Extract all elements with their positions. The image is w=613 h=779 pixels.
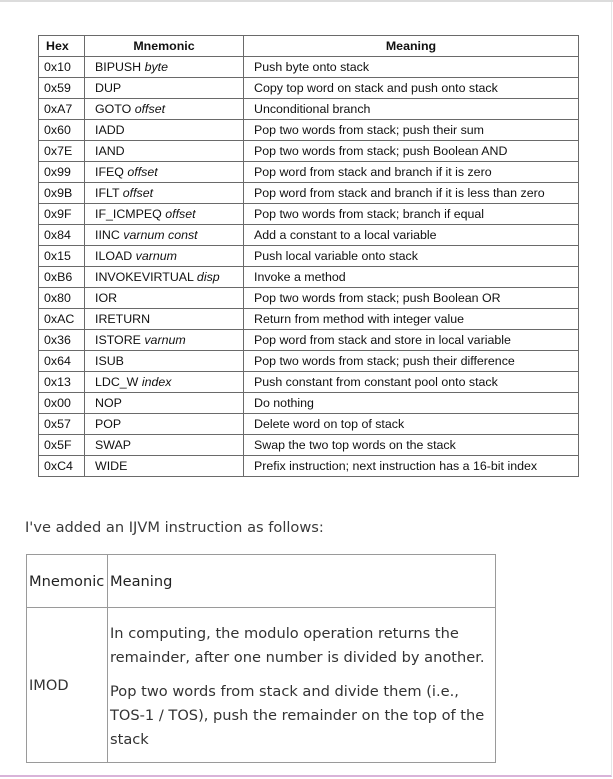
operand: offset [134,102,166,116]
mnemonic-name: INVOKEVIRTUAL [95,270,194,284]
operand: index [141,375,172,389]
meaning-cell: Invoke a method [244,267,579,288]
opcode-hex: 0xA7 [39,99,85,120]
mnemonic-name: IFEQ [95,165,124,179]
meaning-column-header: Meaning [244,36,579,57]
opcode-hex: 0x59 [39,78,85,99]
added-mnemonic-cell: IMOD [27,608,108,763]
opcode-hex: 0x36 [39,330,85,351]
meaning-paragraph-operation: Pop two words from stack and divide them (i.e., TOS-1 / TOS), push the remainder on the top of the stack [110,683,485,748]
added-meaning-cell [108,608,496,763]
opcode-hex: 0xB6 [39,267,85,288]
intro-text: I've added an IJVM instruction as follows: [25,519,324,536]
mnemonic-cell [85,351,244,372]
mnemonic-name: ISUB [95,354,124,368]
meaning-cell: Push local variable onto stack [244,246,579,267]
mnemonic-name: ISTORE [95,333,141,347]
operand: varnum [144,333,186,347]
table-row [39,141,579,162]
meaning-cell: Unconditional branch [244,99,579,120]
meaning-cell: Pop two words from stack; push their sum [244,120,579,141]
mnemonic-name: BIPUSH [95,60,142,74]
table-row [39,393,579,414]
opcode-hex: 0x10 [39,57,85,78]
opcode-hex: 0x9B [39,183,85,204]
opcode-hex: 0x13 [39,372,85,393]
opcode-hex: 0x80 [39,288,85,309]
top-divider [0,0,613,2]
meaning-cell: Pop word from stack and branch if it is less than zero [244,183,579,204]
opcode-hex: 0x9F [39,204,85,225]
opcode-hex: 0x7E [39,141,85,162]
meaning-cell: Do nothing [244,393,579,414]
operand: byte [144,60,169,74]
table-row [39,309,579,330]
mnemonic-name: POP [95,417,122,431]
ijvm-instruction-table [38,35,579,477]
opcode-hex: 0x00 [39,393,85,414]
meaning-cell: Delete word on top of stack [244,414,579,435]
added-mnemonic-header: Mnemonic [27,555,108,608]
opcode-hex: 0x64 [39,351,85,372]
mnemonic-cell [85,57,244,78]
mnemonic-name: IOR [95,291,118,305]
hex-column-header: Hex [39,36,85,57]
meaning-cell: Pop two words from stack; branch if equal [244,204,579,225]
mnemonic-cell [85,393,244,414]
table-row [39,435,579,456]
mnemonic-cell [85,414,244,435]
table-header-row [39,36,579,57]
opcode-hex: 0x60 [39,120,85,141]
mnemonic-column-header: Mnemonic [85,36,244,57]
mnemonic-name: IRETURN [95,312,151,326]
added-table-header-row [27,555,496,608]
mnemonic-cell [85,288,244,309]
operand: varnum [135,249,177,263]
meaning-cell: Pop word from stack and branch if it is zero [244,162,579,183]
table-row [39,288,579,309]
operand: offset [165,207,196,221]
table-row [39,99,579,120]
added-meaning-header: Meaning [108,555,496,608]
mnemonic-name: IINC [95,228,120,242]
meaning-cell: Push constant from constant pool onto stack [244,372,579,393]
mnemonic-cell [85,183,244,204]
mnemonic-cell [85,372,244,393]
meaning-paragraph-definition: In computing, the modulo operation returns the remainder, after one number is divided by another. [110,625,485,666]
mnemonic-name: IF_ICMPEQ [95,207,162,221]
mnemonic-cell [85,141,244,162]
added-instruction-table [26,554,496,763]
mnemonic-name: DUP [95,81,122,95]
meaning-cell: Add a constant to a local variable [244,225,579,246]
table-row [39,183,579,204]
table-row [39,351,579,372]
mnemonic-cell [85,309,244,330]
table-row [39,162,579,183]
opcode-hex: 0x99 [39,162,85,183]
mnemonic-cell [85,204,244,225]
mnemonic-name: NOP [95,396,122,410]
table-row [39,330,579,351]
meaning-cell: Copy top word on stack and push onto stack [244,78,579,99]
opcode-hex: 0x84 [39,225,85,246]
table-row [39,204,579,225]
meaning-cell: Pop two words from stack; push Boolean OR [244,288,579,309]
operand: disp [196,270,220,284]
mnemonic-name: WIDE [95,459,128,473]
operand: varnum const [123,228,198,242]
opcode-hex: 0x57 [39,414,85,435]
mnemonic-cell [85,267,244,288]
meaning-cell: Push byte onto stack [244,57,579,78]
mnemonic-name: IADD [95,123,125,137]
opcode-hex: 0xAC [39,309,85,330]
meaning-cell: Pop word from stack and store in local variable [244,330,579,351]
table-row [39,57,579,78]
mnemonic-cell [85,246,244,267]
mnemonic-cell [85,435,244,456]
opcode-hex: 0x15 [39,246,85,267]
mnemonic-name: SWAP [95,438,132,452]
table-row [39,372,579,393]
mnemonic-name: IAND [95,144,125,158]
meaning-cell: Pop two words from stack; push Boolean AND [244,141,579,162]
mnemonic-cell [85,78,244,99]
meaning-cell: Swap the two top words on the stack [244,435,579,456]
mnemonic-name: GOTO [95,102,132,116]
mnemonic-name: IFLT [95,186,120,200]
mnemonic-cell [85,162,244,183]
operand: offset [127,165,158,179]
operand: offset [122,186,154,200]
meaning-cell: Pop two words from stack; push their difference [244,351,579,372]
table-row [39,246,579,267]
mnemonic-cell [85,225,244,246]
opcode-hex: 0x5F [39,435,85,456]
table-row [39,267,579,288]
mnemonic-name: LDC_W [95,375,139,389]
mnemonic-cell [85,120,244,141]
table-row [39,225,579,246]
mnemonic-cell [85,456,244,477]
meaning-cell: Prefix instruction; next instruction has a 16-bit index [244,456,579,477]
table-row [39,120,579,141]
table-row [39,414,579,435]
added-instruction-row [27,608,496,763]
mnemonic-name: ILOAD [95,249,133,263]
instruction-rows [39,57,579,477]
mnemonic-cell [85,99,244,120]
mnemonic-cell [85,330,244,351]
table-row [39,456,579,477]
table-row [39,78,579,99]
meaning-cell: Return from method with integer value [244,309,579,330]
opcode-hex: 0xC4 [39,456,85,477]
